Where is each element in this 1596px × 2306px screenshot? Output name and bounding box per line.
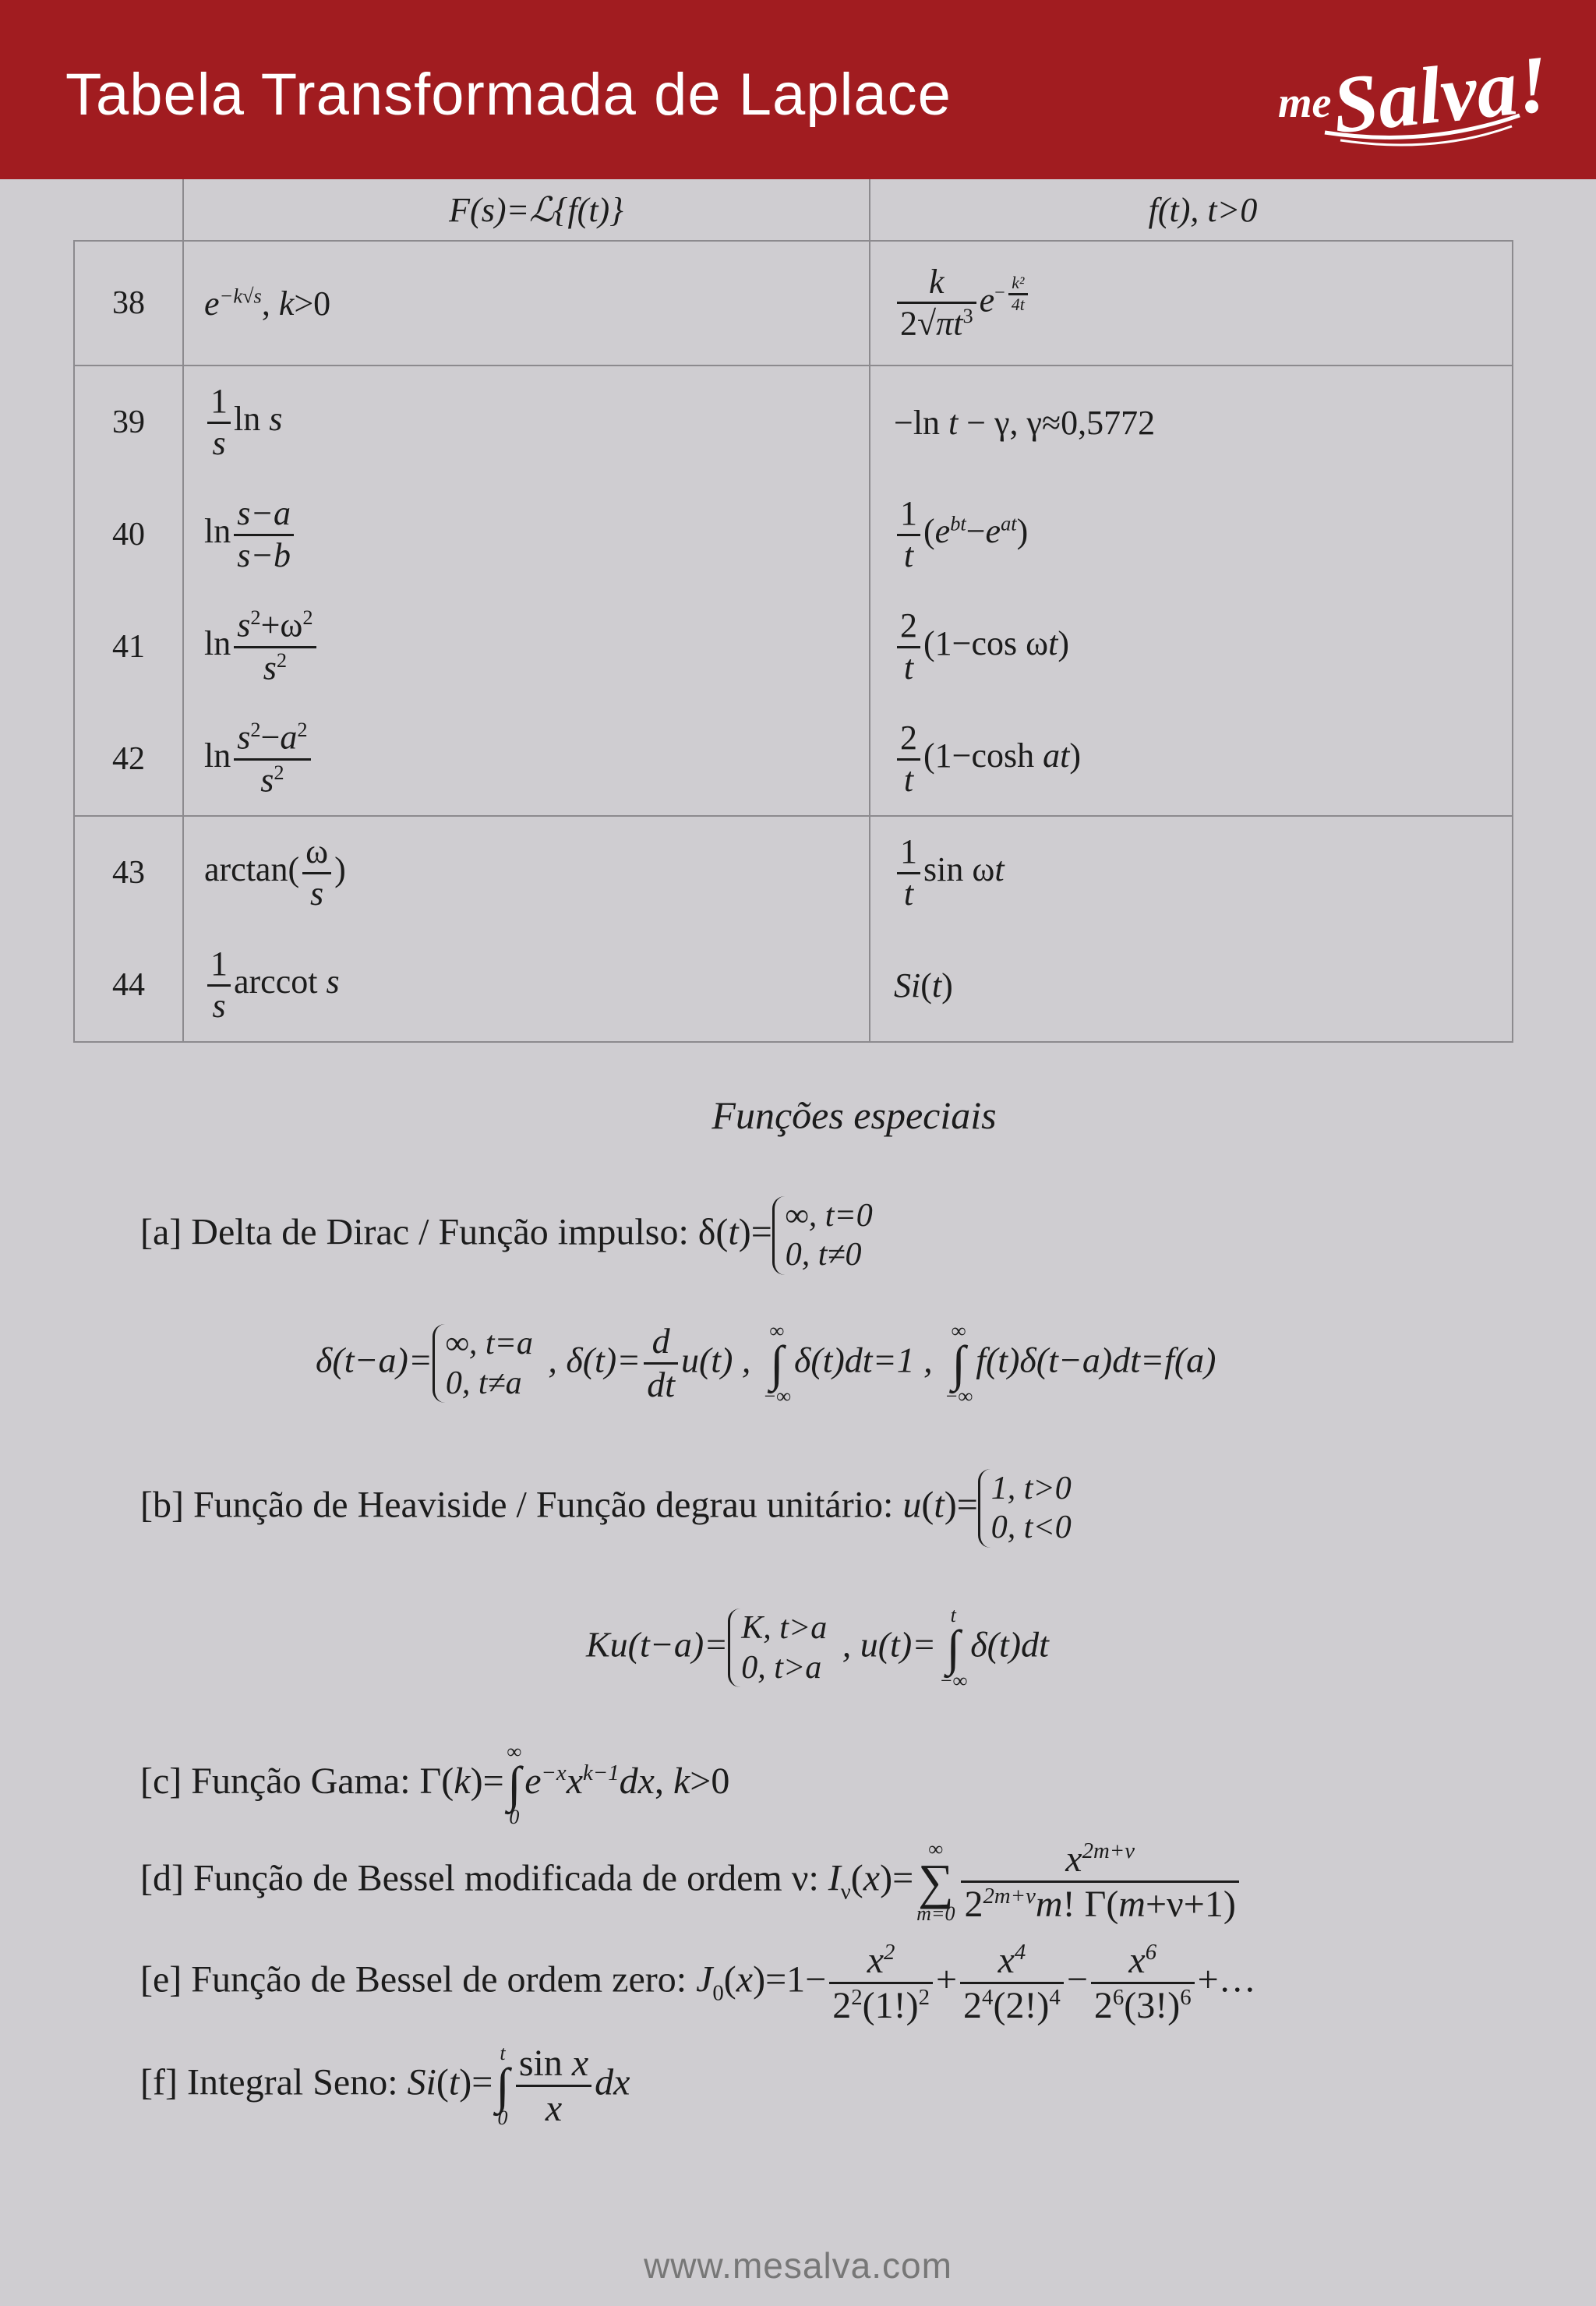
transform-fs: ln $\frac{s^2-a^2}{s^2}$: [183, 703, 870, 816]
bessel-zero-label: [e] Função de Bessel de ordem zero:: [140, 1958, 687, 2001]
sine-integral-label: [f] Integral Seno:: [140, 2061, 398, 2103]
transform-ft: Si(t): [870, 929, 1513, 1042]
table-row: [74, 365, 1513, 479]
header-bar: [0, 0, 1596, 179]
footer-url[interactable]: www.mesalva.com: [644, 2245, 952, 2286]
delta-properties: δ(t−a)= ∞, t=a 0, t≠a , δ(t)= $\frac{d}{dt}$ u(t) , ∞ ∫ −∞ δ(t)dt=1 , ∞ ∫ −∞ f(t)δ(t−a)dt=f(a): [316, 1319, 1216, 1407]
transform-fs: $e^{-k√s}$, k>0: [183, 241, 870, 365]
row-number: 44: [74, 929, 183, 1042]
bessel-modified: [d] Função de Bessel modificada de ordem ν: $I_\nu(x)=$ ∞ ∑ m=0 $\frac{x^{2m+\nu}}{2^{2m+\nu}m! \Gamma(m+\nu+1)}$: [140, 1838, 1242, 1926]
logo-salva: Salva!: [1328, 38, 1553, 151]
table-row: [74, 479, 1513, 591]
row-number: 40: [74, 479, 183, 591]
mesalva-logo: [1270, 31, 1553, 156]
row-number: 38: [74, 241, 183, 365]
bessel-zero: [e] Função de Bessel de ordem zero: $J_0(x)=1-$ $\frac{x^2}{2^2(1!)^2}$ + $\frac{x^4}{2^4(2!)^4}$ − $\frac{x^6}{2^6(3!)^6}$ +…: [140, 1940, 1256, 2027]
transform-ft: $\frac{1}{t}$ sin ωt: [870, 816, 1513, 929]
transform-ft: $\frac{2}{t}$ (1−cosh at): [870, 703, 1513, 816]
transform-fs: ln $\frac{s^2+\omega^2}{s^2}$: [183, 591, 870, 703]
table-row: [74, 703, 1513, 816]
header-fs: F(s)=ℒ{f(t)}: [183, 179, 870, 241]
transform-ft: $\frac{1}{t}$ $(e^{bt}-e^{at})$: [870, 479, 1513, 591]
transform-fs: $\frac{1}{s}$ arccot s: [183, 929, 870, 1042]
row-number: 39: [74, 365, 183, 479]
transform-fs: ln $\frac{s-a}{s-b}$: [183, 479, 870, 591]
table-row: [74, 241, 1513, 365]
heaviside-definition: [b] Função de Heaviside / Função degrau unitário: u(t)= 1, t>0 0, t<0: [140, 1469, 1078, 1548]
gamma-function: [c] Função Gama: Γ(k)= ∞ ∫ 0 $e^{-x}x^{k-1}dx$, k>0: [140, 1740, 730, 1828]
delta-dirac-label: [a] Delta de Dirac / Função impulso:: [140, 1211, 689, 1253]
table-header-row: [74, 179, 1513, 241]
header-ft: f(t), t>0: [870, 179, 1513, 241]
row-number: 43: [74, 816, 183, 929]
laplace-table: [73, 179, 1513, 1043]
table-row: [74, 591, 1513, 703]
transform-ft: $\frac{2}{t}$ (1−cos ωt): [870, 591, 1513, 703]
heaviside-properties: Ku(t−a)= K, t>a 0, t>a , u(t)= t ∫ −∞ δ(t)dt: [586, 1604, 1049, 1692]
transform-fs: arctan( $\frac{\omega}{s}$ ): [183, 816, 870, 929]
heaviside-label: [b] Função de Heaviside / Função degrau unitário:: [140, 1484, 894, 1526]
table-row: [74, 929, 1513, 1042]
row-number: 41: [74, 591, 183, 703]
header-num-cell: [74, 179, 183, 241]
row-number: 42: [74, 703, 183, 816]
table-row: [74, 816, 1513, 929]
bessel-modified-label: [d] Função de Bessel modificada de ordem ν:: [140, 1857, 819, 1899]
page-title: Tabela Transformada de Laplace: [65, 62, 952, 128]
sine-integral: [f] Integral Seno: Si(t)= t ∫ 0 $\frac{\text{sin x}}{x}$ dx: [140, 2041, 630, 2130]
transform-ft: $\frac{k}{2√\pi t^3}$ $e^{- \frac{\text{k²}}{4t}}$: [870, 241, 1513, 365]
transform-fs: $\frac{1}{s}$ ln s: [183, 365, 870, 479]
logo-me: me: [1278, 79, 1332, 127]
special-functions-title: Funções especiais: [711, 1093, 997, 1137]
gamma-label: [c] Função Gama:: [140, 1760, 411, 1802]
transform-ft: −ln t − γ, γ≈0,5772: [870, 365, 1513, 479]
delta-dirac-definition: [a] Delta de Dirac / Função impulso: δ(t)= ∞, t=0 0, t≠0: [140, 1196, 879, 1275]
